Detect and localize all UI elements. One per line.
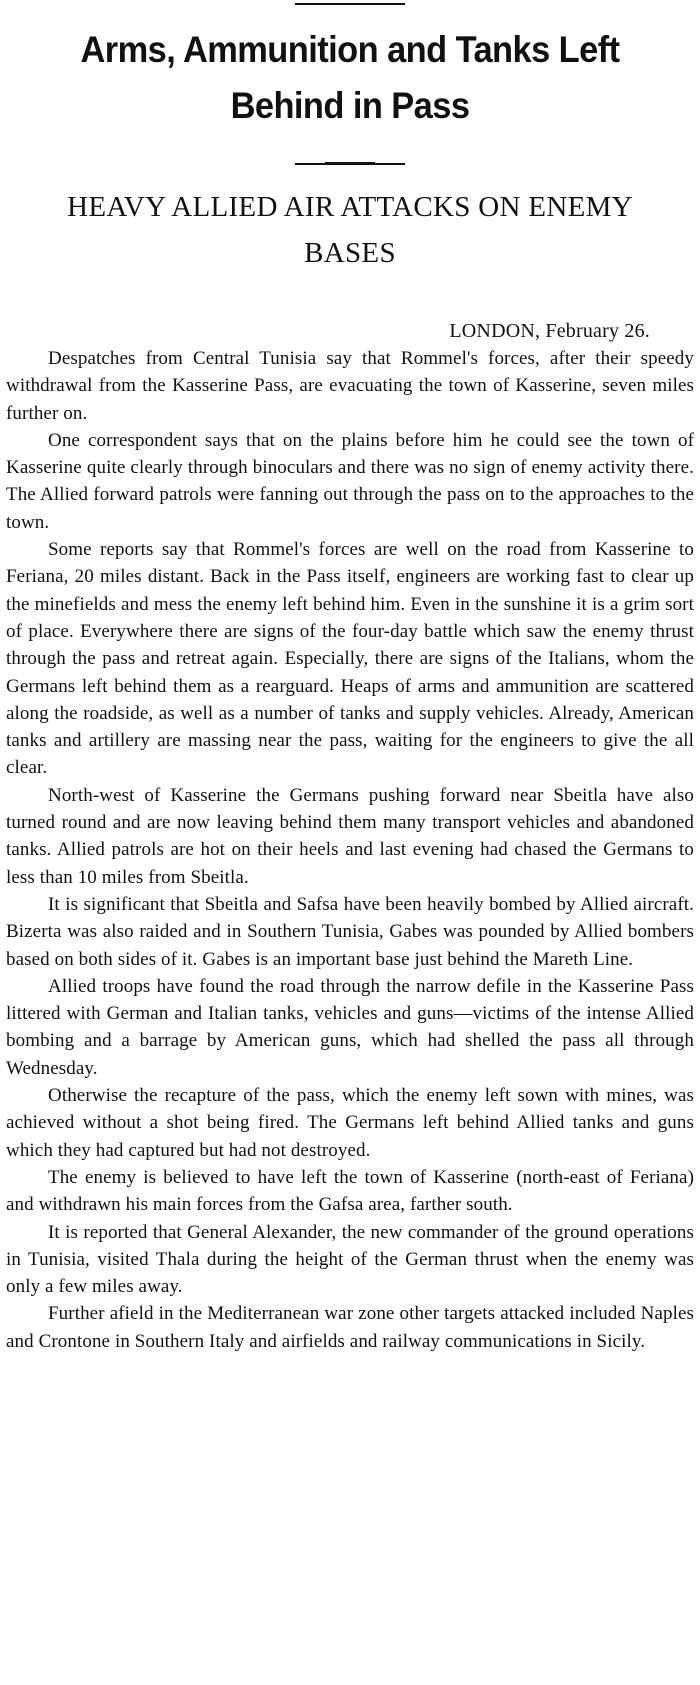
paragraph: It is significant that Sbeitla and Safsa have been heavily bombed by Allied aircraft. Bizerta was also raided and in Southern Tunisia, Gabes was pounded by Allied bombers based on both sides of it. Gabes is an important base just behind the Mareth Line. [6, 893, 694, 970]
article-body [6, 345, 694, 1355]
paragraph: North-west of Kasserine the Germans pushing forward near Sbeitla have also turned round and are now leaving behind them many transport vehicles and abandoned tanks. Allied patrols are hot on their heels and last evening had chased the Germans to less than 10 miles from Sbeitla. [6, 784, 694, 888]
paragraph: One correspondent says that on the plains before him he could see the town of Kasserine quite clearly through binoculars and there was no sign of enemy activity there. The Allied forward patrols were fanning out through the pass on to the approaches to the town. [6, 429, 694, 533]
paragraph: Further afield in the Mediterranean war zone other targets attacked included Naples and Crontone in Southern Italy and airfields and railway communications in Sicily. [6, 1303, 694, 1352]
paragraph: Otherwise the recapture of the pass, which the enemy left sown with mines, was achieved without a shot being fired. The Germans left behind Allied tanks and guns which they had captured but had not destroyed. [6, 1085, 694, 1161]
paragraph: Allied troops have found the road through the narrow defile in the Kasserine Pass littered with German and Italian tanks, vehicles and guns—victims of the intense Allied bombing and a barrage by American guns, which had shelled the pass all through Wednesday. [6, 975, 694, 1079]
paragraph: Some reports say that Rommel's forces are well on the road from Kasserine to Feriana, 20 miles distant. Back in the Pass itself, engineers are working fast to clear up the minefields and mess the enemy left behind him. Even in the sunshine it is a grim sort of place. Everywhere there are signs of the four-day battle which saw the enemy thrust through the pass and retreat again. Especially, there are signs of the Italians, whom the Germans left behind them as a rearguard. Heaps of arms and ammunition are scattered along the roadside, as well as a number of tanks and supply vehicles. Already, American tanks and artillery are massing near the pass, waiting for the engineers to give the all clear. [6, 539, 694, 779]
paragraph: Despatches from Central Tunisia say that Rommel's forces, after their speedy withdrawal from the Kasserine Pass, are evacuating the town of Kasserine, seven miles further on. [6, 348, 694, 424]
headline-divider [295, 163, 405, 165]
dateline: LONDON, February 26. [449, 320, 650, 342]
paragraph: It is reported that General Alexander, the new commander of the ground operations in Tunisia, visited Thala during the height of the German thrust when the enemy was only a few miles away. [6, 1221, 694, 1298]
subheadline: HEAVY ALLIED AIR ATTACKS ON ENEMY BASES [67, 191, 633, 269]
top-rule [295, 3, 405, 5]
headline: Arms, Ammunition and Tanks Left Behind in Pass [80, 29, 620, 126]
paragraph: The enemy is believed to have left the town of Kasserine (north-east of Feriana) and withdrawn his main forces from the Gafsa area, farther south. [6, 1166, 694, 1216]
